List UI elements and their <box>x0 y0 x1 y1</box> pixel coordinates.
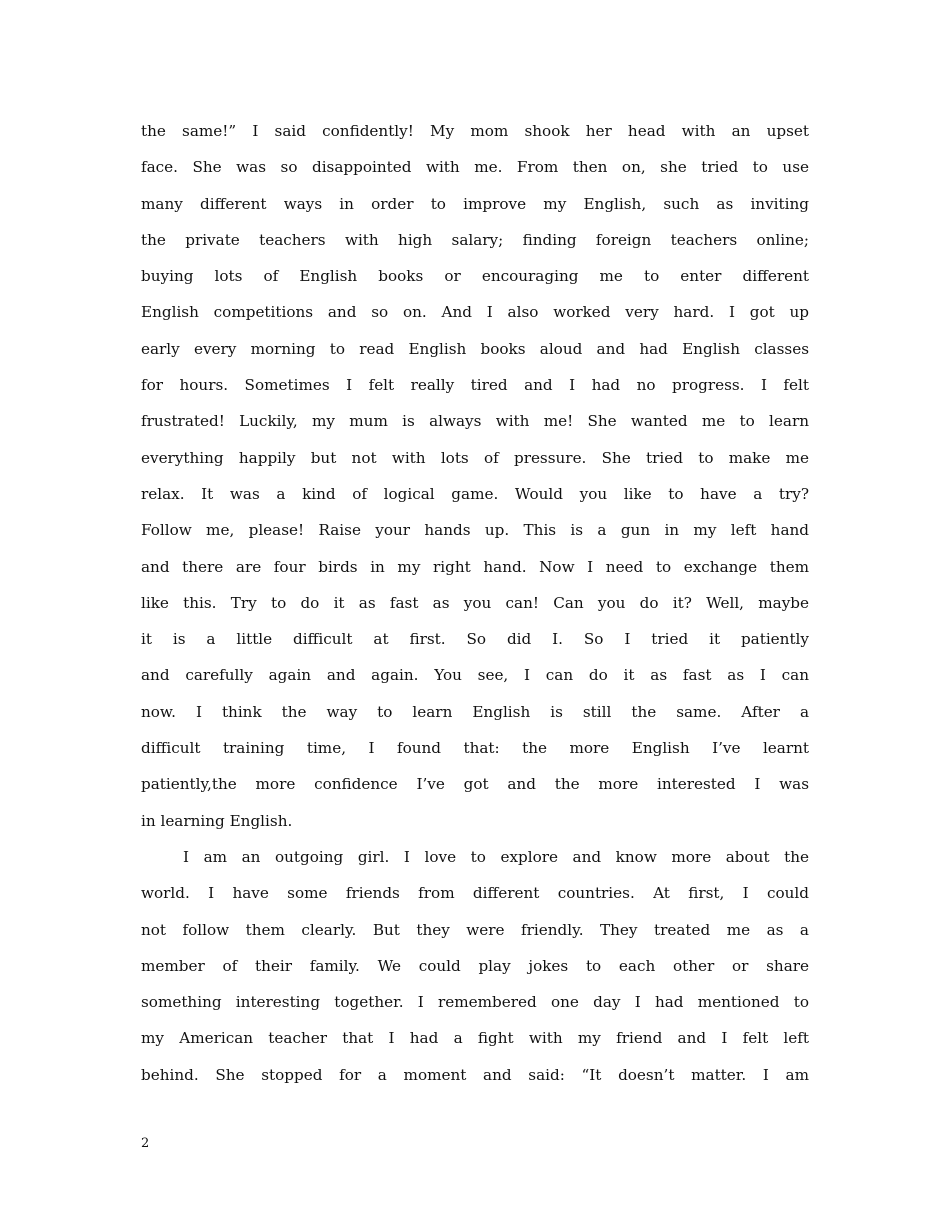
text-line: my American teacher that I had a fight with my friend and I felt left <box>141 1029 809 1048</box>
text-line: it is a little difficult at first. So did I. So I tried it patiently <box>141 630 809 649</box>
text-line: everything happily but not with lots of pressure. She tried to make me <box>141 448 809 467</box>
text-line: and there are four birds in my right hand. Now I need to exchange them <box>141 557 809 576</box>
document-body <box>141 113 809 1093</box>
text-line: I am an outgoing girl. I love to explore and know more about the <box>183 847 809 866</box>
text-line: like this. Try to do it as fast as you can! Can you do it? Well, maybe <box>141 593 809 612</box>
text-line: early every morning to read English books aloud and had English classes <box>141 339 809 358</box>
text-line: something interesting together. I remembered one day I had mentioned to <box>141 993 809 1012</box>
text-line: world. I have some friends from different countries. At first, I could <box>141 884 809 903</box>
text-line: face. She was so disappointed with me. From then on, she tried to use <box>141 158 809 177</box>
text-line: Follow me, please! Raise your hands up. This is a gun in my left hand <box>141 521 809 540</box>
page-number: 2 <box>141 1136 150 1151</box>
paragraph-2 <box>141 839 809 1093</box>
text-line: the same!” I said confidently! My mom shook her head with an upset <box>141 122 809 140</box>
text-line: difficult training time, I found that: the more English I’ve learnt <box>141 739 809 758</box>
text-line: relax. It was a kind of logical game. Would you like to have a try? <box>141 484 809 503</box>
text-line: the private teachers with high salary; finding foreign teachers online; <box>141 230 809 249</box>
text-line: for hours. Sometimes I felt really tired and I had no progress. I felt <box>141 376 809 395</box>
text-line: now. I think the way to learn English is still the same. After a <box>141 702 809 721</box>
paragraph-1 <box>141 113 809 839</box>
text-line: behind. She stopped for a moment and said: “It doesn’t matter. I am <box>141 1065 809 1084</box>
text-line: patiently,the more confidence I’ve got and the more interested I was <box>141 775 809 794</box>
text-line: not follow them clearly. But they were friendly. They treated me as a <box>141 920 809 939</box>
text-line: frustrated! Luckily, my mum is always with me! She wanted me to learn <box>141 412 809 431</box>
text-line: in learning English. <box>141 811 293 830</box>
text-line: English competitions and so on. And I also worked very hard. I got up <box>141 303 809 322</box>
text-line: buying lots of English books or encouraging me to enter different <box>141 267 809 286</box>
text-line: many different ways in order to improve my English, such as inviting <box>141 194 809 213</box>
text-line: member of their family. We could play jokes to each other or share <box>141 956 809 975</box>
text-line: and carefully again and again. You see, I can do it as fast as I can <box>141 666 809 685</box>
